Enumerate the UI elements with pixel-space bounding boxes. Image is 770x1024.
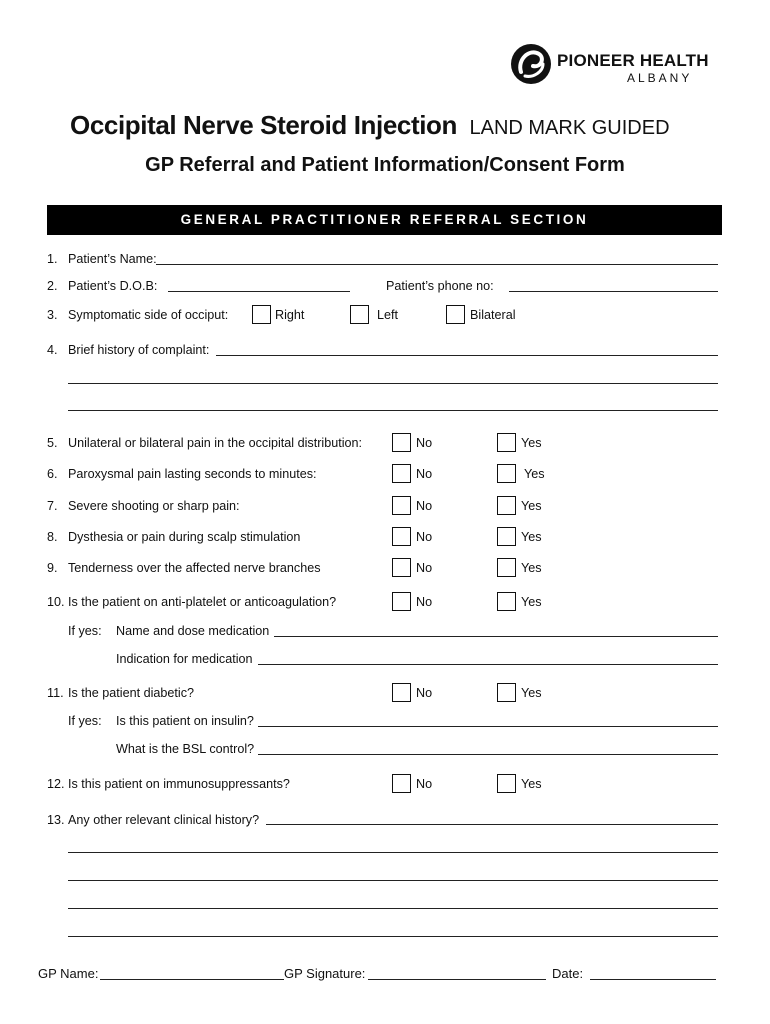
q10-number: 10. [47, 595, 65, 609]
q1-number: 1. [47, 252, 58, 266]
clinical-history-line-2[interactable] [68, 852, 718, 853]
history-line-2[interactable] [68, 383, 718, 384]
q11-number: 11. [47, 686, 64, 700]
q7-label: Severe shooting or sharp pain: [68, 499, 240, 513]
q12-no-checkbox[interactable] [392, 774, 411, 793]
form-title [70, 110, 670, 141]
clinical-history-line-3[interactable] [68, 880, 718, 881]
form-title-main: Occipital Nerve Steroid Injection [70, 110, 458, 140]
bsl-label: What is the BSL control? [116, 742, 255, 756]
q10-yes-label: Yes [521, 595, 542, 609]
gp-name-label: GP Name: [38, 966, 99, 981]
q7-yes-checkbox[interactable] [497, 496, 516, 515]
q4-label: Brief history of complaint: [68, 343, 210, 357]
q7-number: 7. [47, 499, 58, 513]
q9-number: 9. [47, 561, 58, 575]
bilateral-checkbox[interactable] [446, 305, 465, 324]
form-subtitle: GP Referral and Patient Information/Consent Form [145, 154, 625, 176]
history-line-1[interactable] [216, 355, 718, 356]
q5-no-label: No [416, 436, 433, 450]
q9-label: Tenderness over the affected nerve branches [68, 561, 321, 575]
insulin-label: Is this patient on insulin? [116, 714, 254, 728]
q13-label: Any other relevant clinical history? [68, 813, 260, 827]
q11-no-label: No [416, 686, 433, 700]
q9-yes-label: Yes [521, 561, 542, 575]
section-header: GENERAL PRACTITIONER REFERRAL SECTION [47, 205, 722, 235]
q6-yes-checkbox[interactable] [497, 464, 516, 483]
gp-name-field[interactable] [100, 979, 284, 980]
q10-label: Is the patient on anti-platelet or anticoagulation? [68, 595, 337, 609]
q5-yes-checkbox[interactable] [497, 433, 516, 452]
q10-no-checkbox[interactable] [392, 592, 411, 611]
logo-mark-icon [509, 42, 553, 86]
q9-no-label: No [416, 561, 433, 575]
phone-label: Patient’s phone no: [386, 279, 494, 293]
q11-yes-checkbox[interactable] [497, 683, 516, 702]
logo-subtitle: ALBANY [627, 71, 693, 85]
insulin-field[interactable] [258, 726, 718, 727]
q2-number: 2. [47, 279, 58, 293]
q8-yes-label: Yes [521, 530, 542, 544]
indication-label: Indication for medication [116, 652, 253, 666]
q3-number: 3. [47, 308, 58, 322]
q8-no-label: No [416, 530, 433, 544]
medication-field[interactable] [274, 636, 718, 637]
q13-number: 13. [47, 813, 65, 827]
q11-yes-label: Yes [521, 686, 542, 700]
q7-no-label: No [416, 499, 433, 513]
q8-number: 8. [47, 530, 58, 544]
q6-label: Paroxysmal pain lasting seconds to minutes: [68, 467, 317, 481]
q7-yes-label: Yes [521, 499, 542, 513]
q4-number: 4. [47, 343, 58, 357]
history-line-3[interactable] [68, 410, 718, 411]
q12-number: 12. [47, 777, 65, 791]
q7-no-checkbox[interactable] [392, 496, 411, 515]
q12-yes-checkbox[interactable] [497, 774, 516, 793]
q6-no-checkbox[interactable] [392, 464, 411, 483]
patient-dob-field[interactable] [168, 291, 350, 292]
q1-label: Patient’s Name: [68, 252, 157, 266]
patient-name-field[interactable] [156, 264, 718, 265]
q3-label: Symptomatic side of occiput: [68, 308, 229, 322]
logo-title: PIONEER HEALTH [557, 51, 709, 70]
q11-label: Is the patient diabetic? [68, 686, 195, 700]
q12-yes-label: Yes [521, 777, 542, 791]
q5-label: Unilateral or bilateral pain in the occipital distribution: [68, 436, 363, 450]
q5-number: 5. [47, 436, 58, 450]
pioneer-health-logo [509, 42, 719, 88]
clinical-history-line-4[interactable] [68, 908, 718, 909]
q9-yes-checkbox[interactable] [497, 558, 516, 577]
q12-label: Is this patient on immunosuppressants? [68, 777, 290, 791]
q6-number: 6. [47, 467, 58, 481]
q10-no-label: No [416, 595, 433, 609]
q5-yes-label: Yes [521, 436, 542, 450]
q5-no-checkbox[interactable] [392, 433, 411, 452]
q11-no-checkbox[interactable] [392, 683, 411, 702]
left-label: Left [377, 308, 399, 322]
bilateral-label: Bilateral [470, 308, 516, 322]
date-field[interactable] [590, 979, 716, 980]
q8-label: Dysthesia or pain during scalp stimulation [68, 530, 301, 544]
q10-if-yes: If yes: [68, 624, 102, 638]
q6-no-label: No [416, 467, 433, 481]
indication-field[interactable] [258, 664, 718, 665]
q8-yes-checkbox[interactable] [497, 527, 516, 546]
q9-no-checkbox[interactable] [392, 558, 411, 577]
medication-label: Name and dose medication [116, 624, 270, 638]
q12-no-label: No [416, 777, 433, 791]
q10-yes-checkbox[interactable] [497, 592, 516, 611]
patient-phone-field[interactable] [509, 291, 718, 292]
right-label: Right [275, 308, 305, 322]
bsl-field[interactable] [258, 754, 718, 755]
date-label: Date: [552, 966, 584, 981]
right-side-checkbox[interactable] [252, 305, 271, 324]
q2-label: Patient’s D.O.B: [68, 279, 158, 293]
left-side-checkbox[interactable] [350, 305, 369, 324]
q6-yes-label: Yes [524, 467, 545, 481]
gp-signature-field[interactable] [368, 979, 546, 980]
q11-if-yes: If yes: [68, 714, 102, 728]
clinical-history-line-1[interactable] [266, 824, 718, 825]
gp-signature-label: GP Signature: [284, 966, 366, 981]
form-title-suffix: LAND MARK GUIDED [469, 117, 670, 139]
clinical-history-line-5[interactable] [68, 936, 718, 937]
q8-no-checkbox[interactable] [392, 527, 411, 546]
